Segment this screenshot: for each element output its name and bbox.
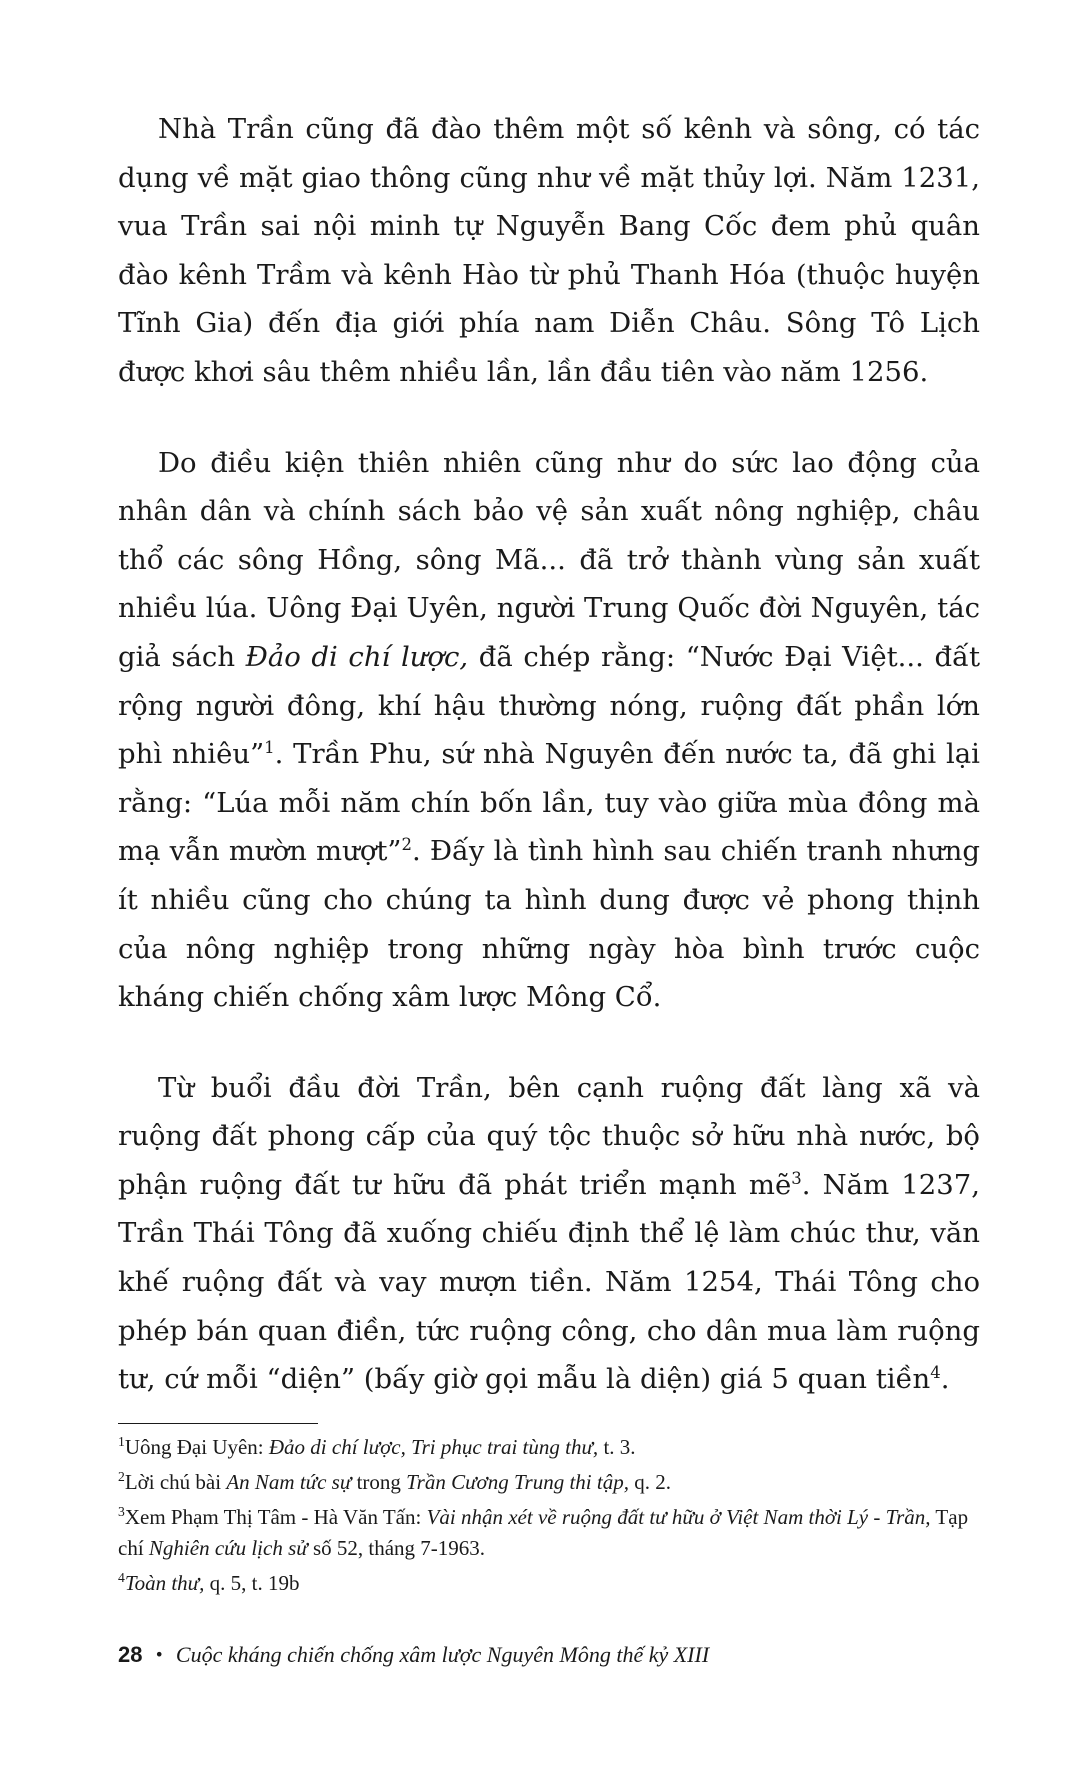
paragraph-3-text-c: . [940,1363,950,1396]
footnote-3-title-2: Nghiên cứu lịch sử [148,1536,308,1560]
footnote-2-number: 2 [118,1469,125,1484]
footnote-4 [118,1568,983,1599]
paragraph-2-text-a: Do điều kiện thiên nhiên cũng như do sức lao động của nhân dân và chính sách bảo vệ sản xuất nông nghiệp, châu thổ các sông Hồng, sông Mã... đã trở thành vùng sản xuất nhiều lúa. Uông Đại Uyên, người Trung Quốc đời Nguyên, tác giả sách [118,446,980,673]
paragraph-2-text-b: đã chép rằng: “Nước Đại Việt... đất rộng người đông, khí hậu thường nóng, ruộng đất phần lớn phì nhiêu” [118,640,980,771]
footnote-4-text-b: q. 5, t. 19b [204,1571,300,1595]
footnote-2-text-b: trong [351,1470,407,1494]
footnote-4-number: 4 [118,1570,125,1585]
footnote-1 [118,1432,983,1463]
paragraph-3 [118,1064,980,1404]
footnote-3-text-c: số 52, tháng 7-1963. [307,1536,486,1560]
footnote-3-number: 3 [118,1504,125,1519]
footnote-ref-3: 3 [791,1168,802,1188]
page-number: 28 [118,1642,143,1667]
paragraph-3-text-a: Từ buổi đầu đời Trần, bên cạnh ruộng đất làng xã và ruộng đất phong cấp của quý tộc thuộc sở hữu nhà nước, bộ phận ruộng đất tư hữu đã phát triển mạnh mẽ [118,1071,980,1201]
footnote-4-title: Toàn thư, [124,1571,205,1595]
footnote-divider [118,1423,318,1424]
footer-separator: • [154,1645,164,1664]
footnote-ref-2: 2 [401,835,412,855]
footnote-1-number: 1 [118,1434,125,1449]
footnote-2 [118,1467,983,1498]
footnote-ref-4: 4 [930,1363,941,1383]
footnote-3-text-a: Xem Phạm Thị Tâm - Hà Văn Tấn: [124,1505,427,1529]
footnote-2-text-a: Lời chú bài [124,1470,227,1494]
footnote-ref-1: 1 [264,737,275,757]
footnotes [118,1432,983,1603]
paragraph-2-text-d: . Đấy là tình hình sau chiến tranh nhưng ít nhiều cũng cho chúng ta hình dung được vẻ phong thịnh của nông nghiệp trong những ngày hòa bình trước cuộc kháng chiến chống xâm lược Mông Cổ. [118,835,980,1014]
running-footer [118,1640,978,1670]
footnote-2-text-c: q. 2. [628,1470,671,1494]
footer-book-title: Cuộc kháng chiến chống xâm lược Nguyên Mông thế kỷ XIII [175,1642,710,1667]
paragraph-1 [118,105,980,397]
footnote-3 [118,1502,983,1564]
main-text [118,105,980,1404]
book-title-italic: Đảo di chí lược, [245,640,469,673]
footnote-3-title-1: Vài nhận xét về ruộng đất tư hữu ở Việt Nam thời Lý - Trần, [426,1505,931,1529]
footnote-1-text-a: Uông Đại Uyên: [124,1435,269,1459]
paragraph-2 [118,439,980,1022]
paragraph-2-text-c: . Trần Phu, sứ nhà Nguyên đến nước ta, đã ghi lại rằng: “Lúa mỗi năm chín bốn lần, tuy vào giữa mùa đông mà mạ vẫn mườn mượt” [118,738,980,868]
footnote-3-text-b: Tạp chí [118,1505,969,1560]
footnote-2-title-2: Trần Cương Trung thi tập, [406,1470,629,1494]
paragraph-1-text: Nhà Trần cũng đã đào thêm một số kênh và sông, có tác dụng về mặt giao thông cũng như về mặt thủy lợi. Năm 1231, vua Trần sai nội minh tự Nguyễn Bang Cốc đem phủ quân đào kênh Trầm và kênh Hào từ phủ Thanh Hóa (thuộc huyện Tĩnh Gia) đến địa giới phía nam Diễn Châu. Sông Tô Lịch được khơi sâu thêm nhiều lần, lần đầu tiên vào năm 1256. [118,113,980,388]
footnote-1-text-b: t. 3. [598,1435,636,1459]
paragraph-3-text-b: . Năm 1237, Trần Thái Tông đã xuống chiếu định thể lệ làm chúc thư, văn khế ruộng đất và vay mượn tiền. Năm 1254, Thái Tông cho phép bán quan điền, tức ruộng công, cho dân mua làm ruộng tư, cứ mỗi “diện” (bấy giờ gọi mẫu là diện) giá 5 quan tiền [118,1168,980,1396]
footnote-2-title-1: An Nam tức sự [226,1470,352,1494]
footnote-1-title: Đảo di chí lược, Tri phục trai tùng thư, [268,1435,599,1459]
